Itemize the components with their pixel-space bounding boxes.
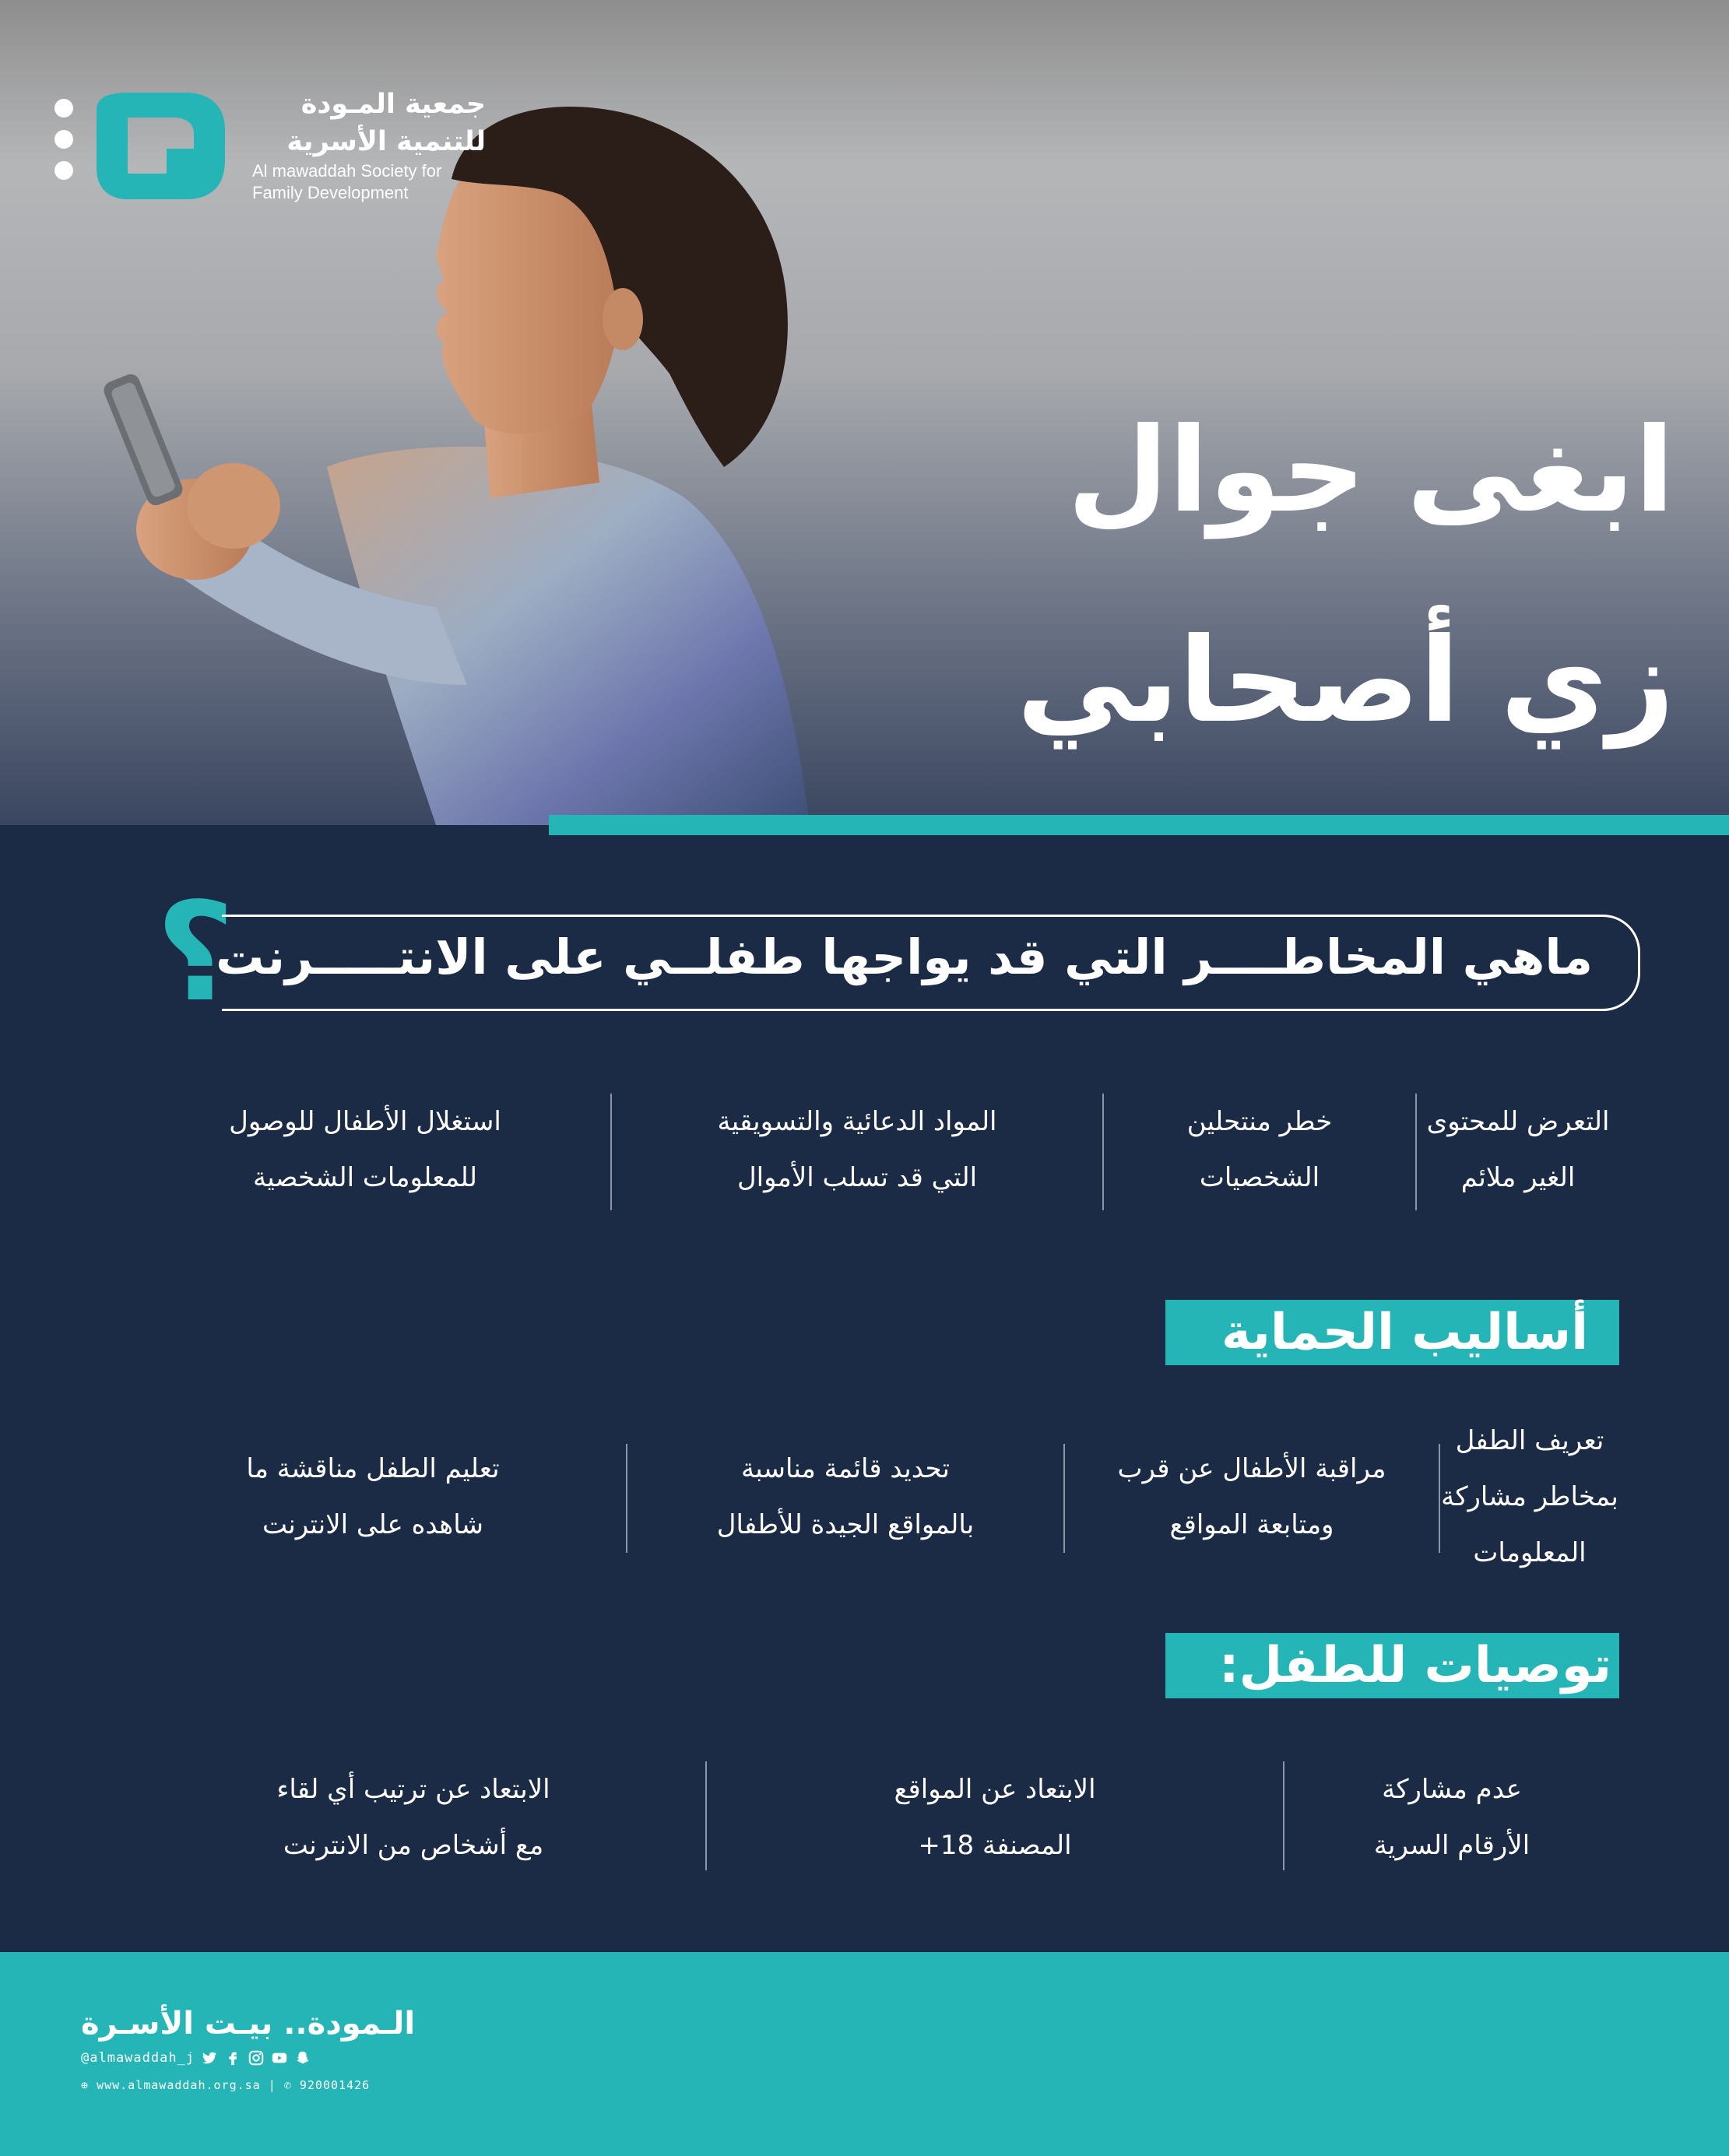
recommendations-list bbox=[117, 1761, 1619, 1878]
protection-item bbox=[120, 1413, 626, 1584]
risk-line1: التعرض للمحتوى bbox=[1426, 1106, 1610, 1137]
logo bbox=[50, 86, 486, 204]
twitter-icon[interactable] bbox=[201, 2049, 218, 2066]
social-row bbox=[81, 2049, 311, 2066]
recommendation-line1: الابتعاد عن ترتيب أي لقاء bbox=[276, 1774, 550, 1805]
protection-line3: المعلومات bbox=[1473, 1537, 1587, 1568]
instagram-icon[interactable] bbox=[248, 2049, 265, 2066]
risk-item bbox=[1104, 1094, 1415, 1210]
hero-title-line1: ابغى جوال bbox=[1067, 403, 1675, 539]
protection-heading: أساليب الحماية bbox=[1165, 1300, 1619, 1365]
risk-line1: استغلال الأطفال للوصول bbox=[229, 1106, 501, 1137]
protection-line1: تعليم الطفل مناقشة ما bbox=[246, 1453, 500, 1484]
question-title: ماهي المخاطــــر التي قد يواجها طفلــي على الانتـــــرنت bbox=[216, 929, 1593, 985]
recommendation-item bbox=[707, 1761, 1283, 1878]
phone-number[interactable]: 920001426 bbox=[299, 2078, 371, 2092]
logo-text bbox=[252, 86, 486, 204]
risk-line2: الشخصيات bbox=[1199, 1162, 1320, 1193]
recommendation-line1: عدم مشاركة bbox=[1382, 1774, 1522, 1805]
recommendation-line2: الأرقام السرية bbox=[1373, 1830, 1530, 1861]
recommendation-line2: المصنفة 18+ bbox=[918, 1830, 1072, 1861]
protection-item bbox=[1065, 1413, 1439, 1584]
protection-item bbox=[627, 1413, 1063, 1584]
hero-banner bbox=[0, 0, 1729, 825]
protection-line2: ومتابعة المواقع bbox=[1169, 1509, 1334, 1540]
recommendation-line2: مع أشخاص من الانترنت bbox=[283, 1830, 544, 1861]
protection-line1: تعريف الطفل bbox=[1455, 1425, 1604, 1456]
contact-row bbox=[81, 2078, 370, 2092]
risk-item bbox=[120, 1094, 610, 1210]
youtube-icon[interactable] bbox=[271, 2049, 288, 2066]
globe-icon: ⊕ bbox=[81, 2078, 90, 2092]
logo-name-ar-line1: جمعية المـودة bbox=[300, 89, 486, 120]
risk-line1: المواد الدعائية والتسويقية bbox=[717, 1106, 997, 1137]
logo-name-en-line1: Al mawaddah Society for bbox=[252, 161, 442, 181]
risks-list bbox=[117, 1094, 1619, 1210]
social-handle[interactable]: @almawaddah_j bbox=[81, 2050, 195, 2066]
risk-line2: التي قد تسلب الأموال bbox=[736, 1162, 978, 1193]
facebook-icon[interactable] bbox=[224, 2049, 241, 2066]
protection-line1: تحديد قائمة مناسبة bbox=[741, 1453, 950, 1484]
footer-slogan: الـمودة.. بيـت الأسـرة bbox=[81, 2006, 416, 2042]
hero-title-line2: زي أصحابي bbox=[1017, 613, 1675, 749]
hero-title bbox=[818, 366, 1675, 786]
phone-icon: ✆ bbox=[283, 2078, 292, 2092]
recommendation-item bbox=[1284, 1761, 1619, 1878]
mawaddah-logo-icon bbox=[50, 86, 237, 203]
logo-name-en-line2: Family Development bbox=[252, 183, 409, 202]
risk-line2: الغير ملائم bbox=[1460, 1162, 1576, 1193]
risk-item bbox=[612, 1094, 1102, 1210]
hero-accent-bar bbox=[549, 815, 1729, 835]
risk-item bbox=[1417, 1094, 1619, 1210]
website-link[interactable]: www.almawaddah.org.sa bbox=[97, 2078, 261, 2092]
protection-list bbox=[117, 1413, 1619, 1584]
question-mark-icon: ؟ bbox=[156, 874, 235, 1032]
recommendations-heading: توصيات للطفل: bbox=[1165, 1633, 1619, 1698]
contact-separator: | bbox=[268, 2078, 284, 2092]
protection-line2: بالمواقع الجيدة للأطفال bbox=[716, 1509, 975, 1540]
protection-line2: شاهده على الانترنت bbox=[262, 1509, 484, 1540]
protection-line2: بمخاطر مشاركة bbox=[1441, 1481, 1618, 1512]
snapchat-icon[interactable] bbox=[294, 2049, 311, 2066]
recommendation-item bbox=[121, 1761, 705, 1878]
risk-line1: خطر منتحلين bbox=[1186, 1106, 1333, 1137]
protection-line1: مراقبة الأطفال عن قرب bbox=[1117, 1453, 1386, 1484]
protection-item bbox=[1440, 1413, 1619, 1584]
risk-line2: للمعلومات الشخصية bbox=[253, 1162, 477, 1193]
recommendation-line1: الابتعاد عن المواقع bbox=[894, 1774, 1096, 1805]
logo-name-ar-line2: للتنمية الأسرية bbox=[286, 126, 486, 157]
